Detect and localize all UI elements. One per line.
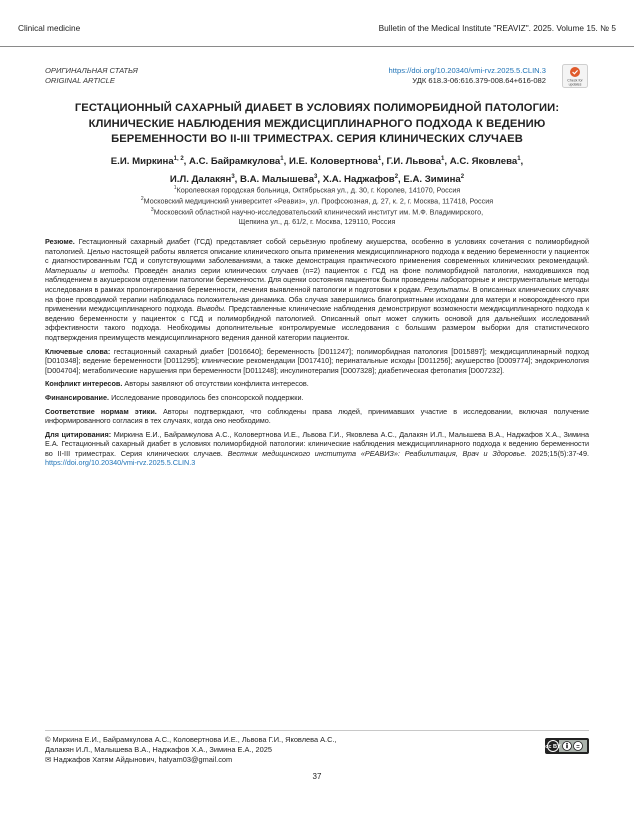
author: А.С. Яковлева$^1$ <box>449 156 521 168</box>
author: В.А. Малышева$^3$ <box>240 173 318 185</box>
author: Г.И. Львова$^1$ <box>386 156 445 168</box>
citation-doi-link[interactable]: https://doi.org/10.20340/vmi-rvz.2025.5.CLIN.3 <box>45 458 196 468</box>
affiliation: $^2$Московский медицинский университет «Реавиз», ул. Профсоюзная, д. 27, к. 2, г. Москва, 117418, Россия <box>140 195 494 206</box>
check-for-updates-badge[interactable] <box>562 64 588 88</box>
author: И.Е. Коловертнова$^1$ <box>288 156 382 168</box>
author: Е.А. Зимина$^2$ <box>403 173 465 185</box>
copyright-footer <box>45 735 425 765</box>
citation: Для цитирования: Миркина Е.И., Байрамкулова А.С., Коловертнова И.Е., Львова Г.И., Яковлева А.С., Далакян И.Л., Малышева В.А., Наджафов Х.А., Зимина Е.А. Гестационный сахарный диабет в условиях полиморбидной патологии: клинические наблюдения междисциплинарного подхода к ведению беременности во II-III триместрах. Серия клинических случаев. Вестник медицинского института «РЕАВИЗ»: Реабилитация, Врач и Здоровье. 2025;15(5):37-49. https://doi.org/10.20340/vmi-rvz.2025.5.CLIN.3 <box>45 429 590 468</box>
cc-license-badge[interactable] <box>545 738 589 754</box>
cc-by-icon <box>545 738 589 754</box>
badge-line1: Check for <box>567 78 583 83</box>
author: А.С. Байрамкулова$^1$ <box>189 156 284 168</box>
article-type <box>45 66 138 86</box>
doi-block <box>389 66 546 86</box>
conflict-of-interest: Конфликт интересов. Авторы заявляют об отсутствии конфликта интересов. <box>45 379 309 389</box>
section-label: Clinical medicine <box>18 23 81 33</box>
article-type-en: ORIGINAL ARTICLE <box>45 76 115 85</box>
affiliation: Щепкина ул., д. 61/2, г. Москва, 129110, Россия <box>238 216 396 226</box>
page-number: 37 <box>312 772 322 781</box>
keywords: Ключевые слова: гестационный сахарный диабет [D016640]; беременность [D011247]; полиморбидная патология [D015897]; междисциплинарный подход [D010348]; ведение беременности [D011295]; клинические рекомендации [D017410]; перинатальные исходы [D011256]; акушерство [D009774]; эндокринология [D004704]; метаболические нарушения при беременности [D011248]; инсулинотерапия [D007328]; диабетическая фетопатия [D007232]. <box>45 346 589 375</box>
author: Е.И. Миркина$^{1, 2}$ <box>110 156 184 168</box>
ethics-statement: Соответствие нормам этики. Авторы подтверждают, что соблюдены права людей, принимавших участие в исследовании, включая получение информированного согласия в тех случаях, когда оно необходимо. <box>45 406 590 426</box>
footer-divider <box>45 730 589 731</box>
author: И.Л. Далакян$^3$ <box>169 173 235 185</box>
copyright-line: Далакян И.Л., Малышева В.А., Наджафов Х.А., Зимина Е.А., 2025 <box>45 745 272 754</box>
author: Х.А. Наджафов$^2$ <box>322 173 399 185</box>
journal-label: Bulletin of the Medical Institute "REAVIZ". 2025. Volume 15. № 5 <box>378 23 616 33</box>
badge-line2: updates <box>568 82 582 87</box>
running-header <box>0 0 634 47</box>
abstract: Резюме. Гестационный сахарный диабет (ГСД) представляет собой серьёзную проблему акушерства, особенно в условиях сочетания с полиморбидной патологией. Целью настоящей работы является описание клинического опыта применения междисциплинарного подхода к ведению беременности у пациенток с диагностированным ГСД и сопутствующими заболеваниями, а также демонстрация практического применения современных клинических рекомендаций. Материалы и методы. Проведён анализ серии клинических случаев (n=2) пациенток с ГСД на фоне полиморбидной патологии, находившихся под наблюдением в акушерском отделении патологии беременности. Для оценки состояния пациенток были проведены лабораторные и инструментальные методы исследования в рамках пролонгирования беременности, лечения выявленной патологии и подготовки к родам. Результаты. В описанных клинических случаях на фоне проводимой терапии наблюдалась положительная динамика. Оба случая завершились благоприятными исходами для матери и новорождённого при применении междисциплинарного подхода. Выводы. Представленные клинические наблюдения демонстрируют возможности междисциплинарного подхода к ведению беременности у пациенток с ГСД и полиморбидной патологией. Описанный опыт может служить основой для дальнейших исследований эффективности такого подхода. Необходимы дополнительные контролируемые исследования с большим размером выборки для статистического подтверждения преимуществ междисциплинарного ведения данной категории пациенток. <box>45 237 590 342</box>
funding: Финансирование. Исследование проводилось без спонсорской поддержки. <box>45 392 304 402</box>
udk-code: УДК 618.3-06:616.379-008.64+616-082 <box>412 76 546 85</box>
svg-text:=: = <box>576 744 580 751</box>
doi-link[interactable]: https://doi.org/10.20340/vmi-rvz.2025.5.CLIN.3 <box>388 66 546 75</box>
mail-icon: ✉ <box>45 755 52 764</box>
affiliation: $^1$Королевская городская больница, Октябрьская ул., д. 30, г. Королев, 141070, Россия <box>173 185 461 195</box>
author-list: Е.И. Миркина$^{1, 2}$, А.С. Байрамкулова$^1$, И.Е. Коловертнова$^1$, Г.И. Львова$^1$, А.С. Яковлева$^1$, И.Л. Далакян$^3$, В.А. Малышева$^3$, Х.А. Наджафов$^2$, Е.А. Зимина$^2$ <box>110 156 524 185</box>
affiliations <box>60 184 574 227</box>
check-for-updates-icon <box>562 64 588 88</box>
svg-text:cc BY: cc BY <box>545 744 561 751</box>
copyright-line: © Миркина Е.И., Байрамкулова А.С., Коловертнова И.Е., Львова Г.И., Яковлева А.С., <box>45 735 337 744</box>
article-type-ru: ОРИГИНАЛЬНАЯ СТАТЬЯ <box>45 66 138 75</box>
contact-line: ✉ Наджафов Хатям Айдынович, hatyam03@gmail.com <box>45 755 233 764</box>
article-title: ГЕСТАЦИОННЫЙ САХАРНЫЙ ДИАБЕТ В УСЛОВИЯХ ПОЛИМОРБИДНОЙ ПАТОЛОГИИ: КЛИНИЧЕСКИЕ НАБЛЮДЕНИЯ МЕЖДИСЦИПЛИНАРНОГО ПОДХОДА К ВЕДЕНИЮ БЕРЕМЕННОСТИ ВО II-III ТРИМЕСТРАХ. СЕРИЯ КЛИНИЧЕСКИХ СЛУЧАЕВ <box>74 102 560 145</box>
article-front-matter <box>45 237 589 472</box>
affiliation: $^3$Московский областной научно-исследовательский клинический институт им. М.Ф. Владимирского, <box>150 206 484 217</box>
